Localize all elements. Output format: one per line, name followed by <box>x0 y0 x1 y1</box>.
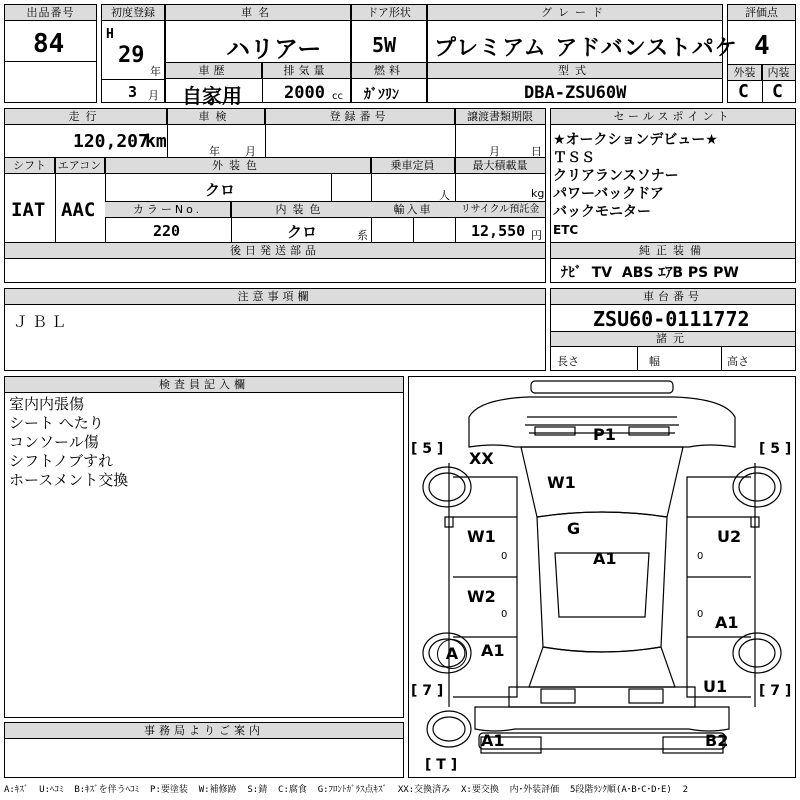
car-name-label: 車名 <box>166 5 350 21</box>
caution-value: ＪＢＬ <box>13 313 71 331</box>
inspector-note: コンソール傷 <box>9 433 99 451</box>
mileage-label: 走行 <box>5 109 167 125</box>
interior-color-value: クロ <box>287 223 318 241</box>
inspector-note: シート へたり <box>9 414 104 432</box>
door-zero-2: 0 <box>697 551 704 562</box>
equipment-label: 純正装備 <box>551 243 795 259</box>
max-load-label: 最大積載量 <box>455 158 545 174</box>
interior-color-unit: 系 <box>357 229 368 242</box>
first-reg-box <box>101 4 165 103</box>
sales-point-item: ＴＳＳ <box>553 150 595 166</box>
door-zero-4: 0 <box>697 609 704 620</box>
office-label: 事務局よりご案内 <box>5 723 403 739</box>
specs-length-label: 長さ <box>557 355 579 368</box>
chassis-label: 車台番号 <box>551 289 795 305</box>
tire-spare: [ T ] <box>425 757 458 773</box>
score-value: 4 <box>754 31 770 61</box>
recycle-value: 12,550 <box>471 222 526 240</box>
aircon-label: エアコン <box>55 158 105 174</box>
damage-xx: XX <box>469 449 494 468</box>
office-box <box>4 722 404 778</box>
sales-point-item: パワーバックドア <box>553 186 664 202</box>
shift-value: IAT <box>11 199 46 221</box>
tire-front-right: [ 5 ] <box>759 441 792 457</box>
registration-label: 登録番号 <box>265 109 455 125</box>
first-reg-month: 3 <box>128 83 138 101</box>
transfer-month-unit: 月 <box>489 145 500 158</box>
score-int-value: C <box>772 81 783 102</box>
damage-a-circle <box>437 639 467 669</box>
score-int-label: 内装 <box>762 65 795 81</box>
door-value: 5W <box>372 33 397 57</box>
inspector-box <box>4 376 404 718</box>
max-load-unit: kg <box>531 187 545 200</box>
damage-a1-left: A1 <box>481 641 505 660</box>
inspector-notes <box>9 395 128 490</box>
grade-label: グレード <box>428 5 722 21</box>
fuel-label: 燃料 <box>352 63 426 79</box>
exterior-color-label: 外装色 <box>105 158 371 174</box>
car-name-value: ハリアー <box>226 35 322 63</box>
damage-a1-right: A1 <box>715 613 739 632</box>
damage-w2: W2 <box>467 587 496 606</box>
score-ext-value: C <box>738 81 749 102</box>
shift-label: シフト <box>5 158 55 174</box>
inspector-note: シフトノブすれ <box>9 452 114 470</box>
lot-box <box>4 4 97 103</box>
inspection-month-unit: 月 <box>245 145 256 158</box>
fuel-value: ｶﾞｿﾘﾝ <box>364 87 399 103</box>
recycle-label: リサイクル預託金 <box>455 202 545 218</box>
transfer-day-unit: 日 <box>531 145 542 158</box>
first-reg-year: 29 <box>118 43 145 68</box>
equipment-value: ﾅﾋﾞ TV ABS ｴｱB PS PW <box>561 265 739 281</box>
specs-label: 諸元 <box>551 332 795 347</box>
caution-box <box>4 288 546 371</box>
damage-u2: U2 <box>717 527 742 546</box>
chassis-box <box>550 288 796 371</box>
damage-w1-left: W1 <box>467 527 496 546</box>
damage-a1-rear-left: A1 <box>481 731 505 750</box>
first-reg-month-unit: 月 <box>148 89 159 102</box>
door-label: ドア形状 <box>352 5 426 21</box>
damage-p1: P1 <box>593 425 616 444</box>
interior-color-label: 内装色 <box>231 202 371 218</box>
damage-b2: B2 <box>705 731 729 750</box>
displacement-value: 2000 <box>284 83 325 103</box>
history-value: 自家用 <box>182 84 242 108</box>
model-label: 型式 <box>428 63 722 79</box>
lot-number: 84 <box>33 29 65 59</box>
door-zero-1: 0 <box>501 551 508 562</box>
history-label: 車歴 <box>166 63 262 79</box>
specs-width-label: 幅 <box>649 355 660 368</box>
capacity-unit: 人 <box>439 189 450 202</box>
sales-point-item: バックモニター <box>553 204 651 220</box>
tire-rear-left: [ 7 ] <box>411 683 444 699</box>
displacement-unit: cc <box>332 91 343 102</box>
grade-value: プレミアム アドバンストパケ <box>434 36 738 61</box>
damage-a1-roof: A1 <box>593 549 617 568</box>
tire-rear-right: [ 7 ] <box>759 683 792 699</box>
caution-label: 注意事項欄 <box>5 289 545 305</box>
inspector-note: ホースメント交換 <box>9 471 129 489</box>
tire-front-left: [ 5 ] <box>411 441 444 457</box>
damage-u1: U1 <box>703 677 728 696</box>
door-box <box>351 4 427 103</box>
specs-height-label: 高さ <box>727 355 749 368</box>
inspector-note: 室内内張傷 <box>9 395 85 413</box>
aircon-value: AAC <box>61 199 96 221</box>
transfer-label: 譲渡書類期限 <box>455 109 545 125</box>
car-diagram-box <box>408 376 796 778</box>
color-no-label: カラーNo. <box>105 202 231 218</box>
score-ext-label: 外装 <box>728 65 762 81</box>
detail-box <box>4 108 546 283</box>
sales-points-list <box>553 131 793 239</box>
car-name-box <box>165 4 351 108</box>
import-label: 輸入車 <box>371 202 455 218</box>
first-reg-year-unit: 年 <box>150 65 161 78</box>
capacity-label: 乗車定員 <box>371 158 455 174</box>
first-reg-era: H <box>106 27 114 42</box>
sales-points-label: セールスポイント <box>551 109 795 125</box>
later-parts-label: 後日発送部品 <box>5 243 545 259</box>
score-box <box>727 4 796 103</box>
inspector-label: 検査員記入欄 <box>5 377 403 393</box>
model-value: DBA-ZSU60W <box>524 83 627 103</box>
sales-point-item: ETC <box>553 223 579 237</box>
inspection-year-unit: 年 <box>209 145 220 158</box>
mileage-unit: km <box>145 131 167 152</box>
exterior-color-value: クロ <box>205 181 236 199</box>
sales-point-item: クリアランスソナー <box>553 168 679 184</box>
color-no-value: 220 <box>153 222 181 240</box>
sales-points-box <box>550 108 796 283</box>
damage-g: G <box>567 519 581 538</box>
lot-label: 出品番号 <box>5 5 96 21</box>
displacement-label: 排気量 <box>262 63 350 79</box>
grade-box <box>427 4 738 103</box>
sales-point-item: ★オークションデビュー★ <box>553 132 718 148</box>
damage-legend: A:ｷｽﾞ U:ﾍｺﾐ B:ｷｽﾞを伴うﾍｺﾐ P:要塗装 W:補修跡 S:錆 C:腐食 G:ﾌﾛﾝﾄｶﾞﾗｽ点ｷｽﾞ XX:交換済み X:要交換 内･外装評価 5段階ﾗﾝｸ順(A･B･C･D･E) 2 <box>4 785 689 795</box>
mileage-value: 120,207 <box>73 131 149 152</box>
door-zero-3: 0 <box>501 609 508 620</box>
damage-a-label: A <box>445 644 459 663</box>
first-reg-label: 初度登録 <box>102 5 164 21</box>
chassis-value: ZSU60-0111772 <box>593 307 750 331</box>
damage-w1-hood: W1 <box>547 473 576 492</box>
recycle-unit: 円 <box>531 229 542 242</box>
score-label: 評価点 <box>728 5 795 21</box>
inspection-label: 車検 <box>167 109 265 125</box>
